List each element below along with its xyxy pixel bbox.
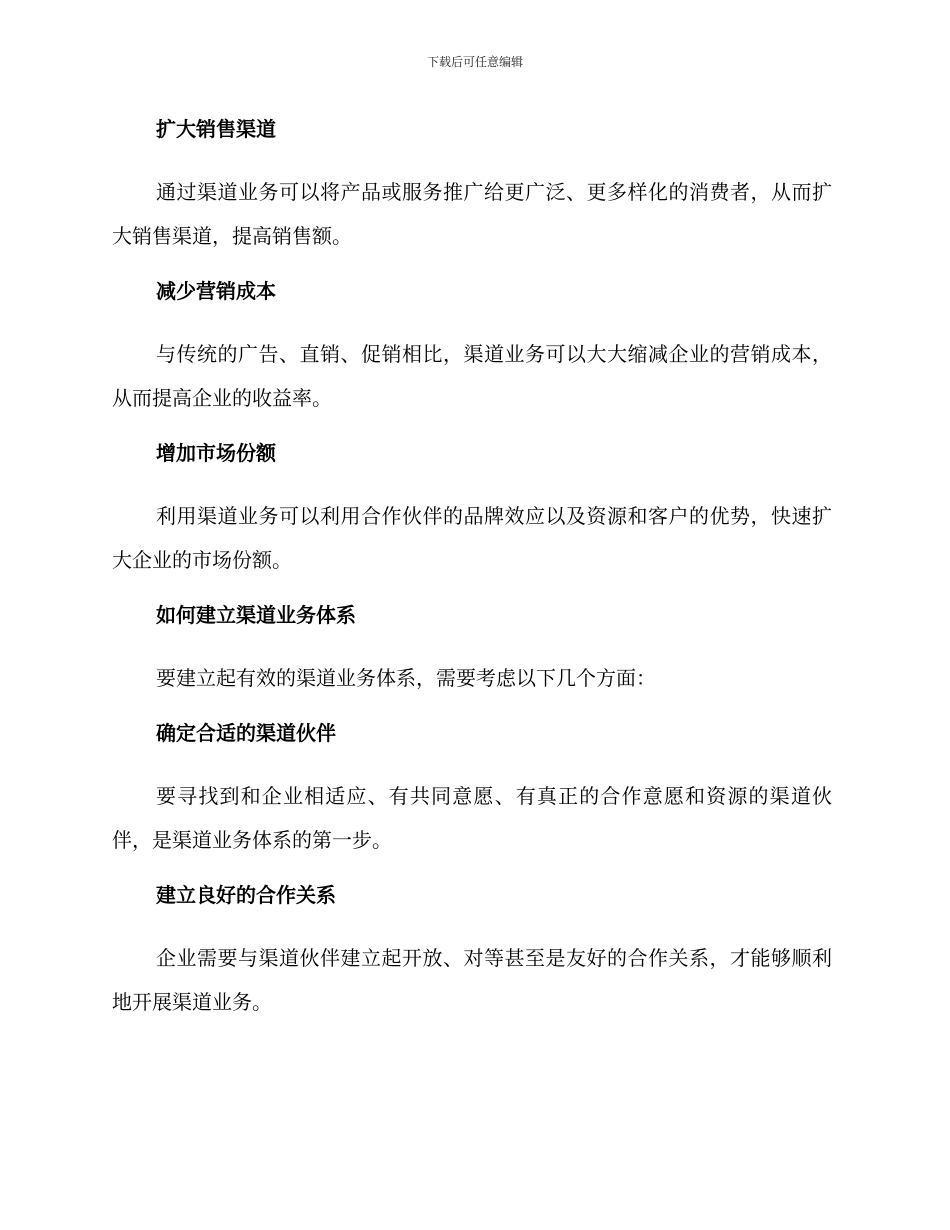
section-paragraph-market-share: 利用渠道业务可以利用合作伙伴的品牌效应以及资源和客户的优势，快速扩大企业的市场份额。 <box>112 504 832 572</box>
section-paragraph-build-system: 要建立起有效的渠道业务体系，需要考虑以下几个方面： <box>156 666 656 690</box>
section-paragraph-expand-sales: 通过渠道业务可以将产品或服务推广给更广泛、更多样化的消费者，从而扩大销售渠道，提高销售额。 <box>112 180 832 248</box>
section-heading-choose-partner: 确定合适的渠道伙伴 <box>156 721 336 745</box>
section-heading-build-system: 如何建立渠道业务体系 <box>156 603 356 627</box>
section-heading-cooperation: 建立良好的合作关系 <box>156 883 336 907</box>
section-heading-expand-sales: 扩大销售渠道 <box>156 117 276 141</box>
section-paragraph-cooperation: 企业需要与渠道伙伴建立起开放、对等甚至是友好的合作关系，才能够顺利地开展渠道业务。 <box>112 946 832 1014</box>
section-paragraph-reduce-cost: 与传统的广告、直销、促销相比，渠道业务可以大大缩减企业的营销成本，从而提高企业的收益率。 <box>112 342 832 410</box>
page-header: 下载后可任意编辑 <box>426 55 523 69</box>
section-heading-market-share: 增加市场份额 <box>156 441 276 465</box>
document-body <box>112 112 832 1024</box>
section-heading-reduce-cost: 减少营销成本 <box>156 279 276 303</box>
section-paragraph-choose-partner: 要寻找到和企业相适应、有共同意愿、有真正的合作意愿和资源的渠道伙伴，是渠道业务体系的第一步。 <box>112 784 832 852</box>
